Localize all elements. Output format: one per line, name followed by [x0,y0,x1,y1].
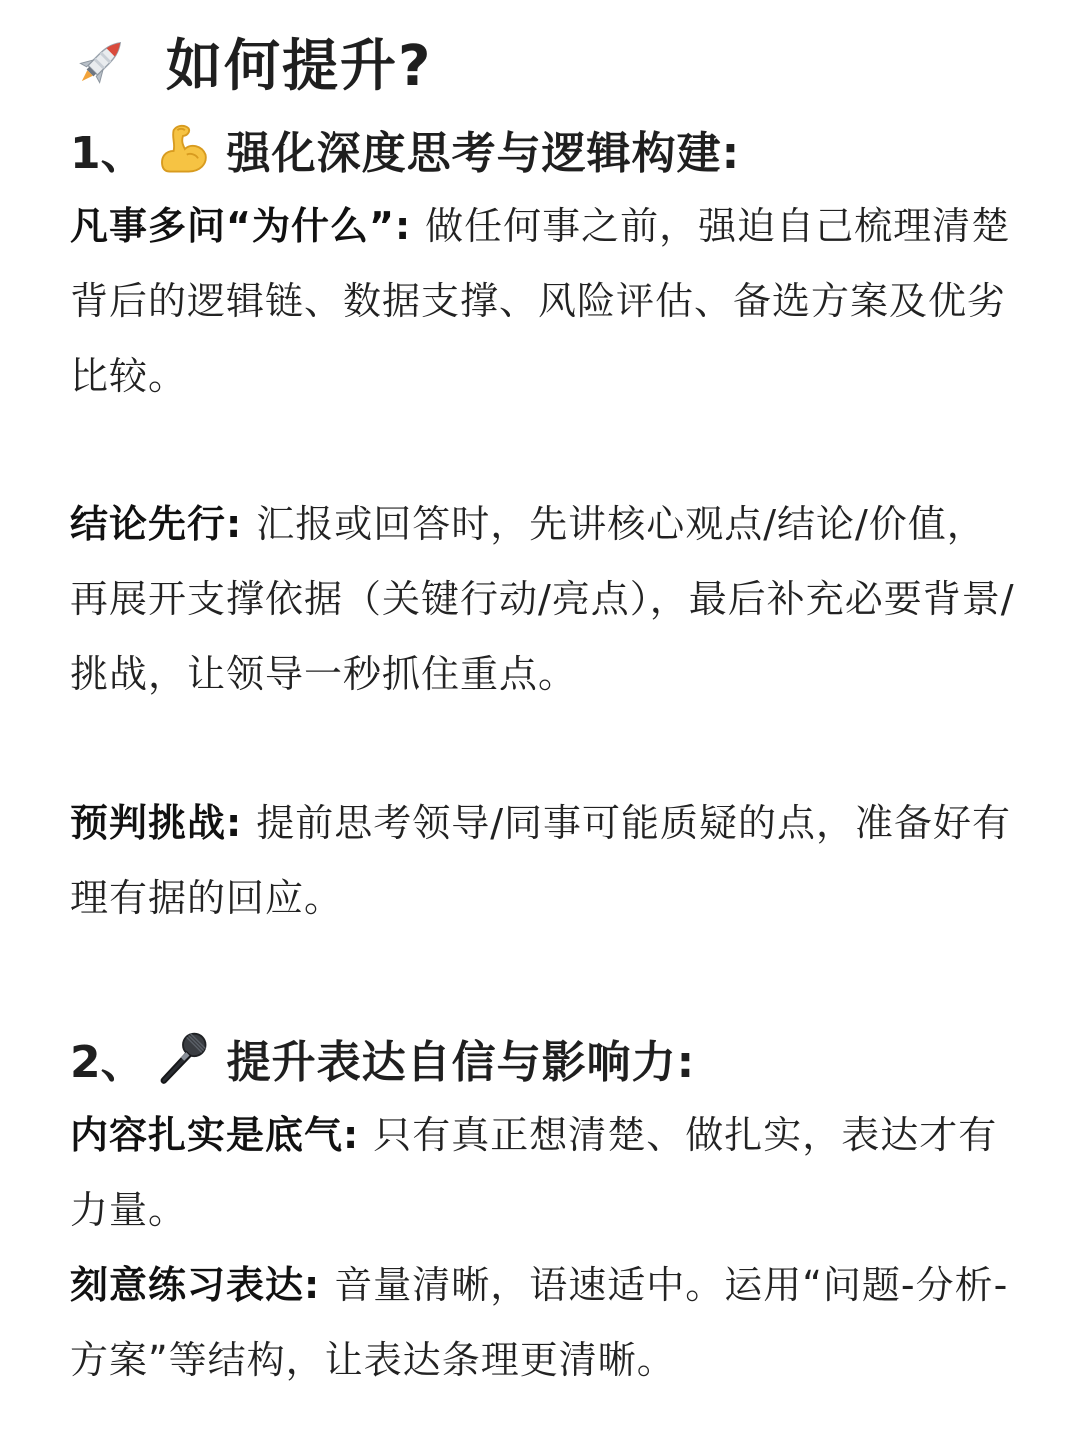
section-1-title: 强化深度思考与逻辑构建: [226,128,741,179]
rocket-icon [70,31,132,93]
paragraph-text: 只有真正想清楚、做扎实，表达才有力量。 [70,1113,998,1232]
section-1-paragraph-2 [70,487,1020,712]
section-1-paragraph-1 [70,189,1020,414]
section-1-paragraph-3 [70,786,1020,936]
paragraph-text: 汇报或回答时，先讲核心观点/结论/价值，再展开支撑依据（关键行动/亮点），最后补充必要背景/挑战，让领导一秒抓住重点。 [70,502,1015,696]
page-title: 如何提升? [166,34,433,99]
paragraph-lead: 结论先行: [70,502,243,546]
paragraph-text: 音量清晰，语速适中。运用“问题-分析-方案”等结构，让表达条理更清晰。 [70,1263,1009,1382]
section-2-number: 2、 [70,1037,145,1088]
flexed-biceps-icon [153,119,213,179]
paragraph-lead: 刻意练习表达: [70,1263,321,1307]
paragraph-text: 提前思考领导/同事可能质疑的点，准备好有理有据的回应。 [70,801,1012,920]
paragraph-text: 做任何事之前，强迫自己梳理清楚背后的逻辑链、数据支撑、风险评估、备选方案及优劣比较。 [70,204,1011,398]
paragraph-lead: 预判挑战: [70,801,243,845]
microphone-icon [153,1028,213,1088]
paragraph-lead: 凡事多问“为什么”: [70,204,412,248]
section-1-heading [70,116,740,182]
section-2-heading [70,1025,695,1091]
section-2-paragraph-1 [70,1098,1020,1248]
section-2-title: 提升表达自信与影响力: [226,1037,696,1088]
paragraph-lead: 内容扎实是底气: [70,1113,360,1157]
title-row [70,22,432,102]
section-2-paragraph-2 [70,1248,1020,1398]
section-1-number: 1、 [70,128,145,179]
